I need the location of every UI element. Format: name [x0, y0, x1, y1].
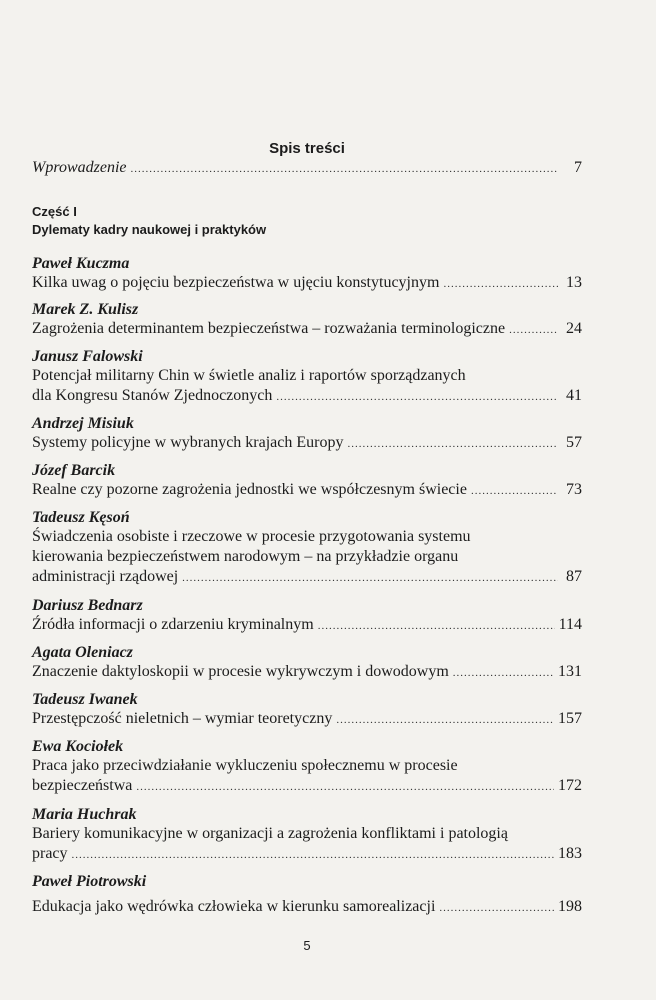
dot-leader	[136, 777, 554, 797]
entry-title: administracji rządowej	[32, 568, 179, 585]
dot-leader	[439, 898, 554, 918]
entry-author: Andrzej Misiuk	[32, 415, 134, 432]
entry-author: Ewa Kociołek	[32, 738, 124, 755]
dot-leader	[347, 434, 558, 454]
toc-entry-line[interactable]	[32, 567, 582, 588]
entry-page: 114	[558, 616, 582, 633]
page-number: 5	[303, 938, 311, 953]
dot-leader	[509, 320, 558, 340]
toc-title: Spis treści	[269, 140, 345, 157]
entry-title: Wprowadzenie	[32, 159, 127, 176]
entry-title: Systemy policyjne w wybranych krajach Europy	[32, 434, 344, 451]
dot-leader	[318, 616, 555, 636]
entry-title: Znaczenie daktyloskopii w procesie wykrywczym i dowodowym	[32, 663, 449, 680]
toc-entry-line[interactable]	[32, 480, 582, 501]
dot-leader	[276, 387, 558, 407]
entry-page: 24	[566, 320, 582, 337]
entry-page: 198	[558, 898, 582, 915]
entry-page: 13	[566, 274, 582, 291]
entry-title-line: Bariery komunikacyjne w organizacji a zagrożenia konfliktami i patologią	[32, 825, 508, 842]
toc-entry-line[interactable]	[32, 386, 582, 407]
entry-title: pracy	[32, 845, 68, 862]
entry-page: 157	[558, 710, 582, 727]
toc-entry-line[interactable]	[32, 273, 582, 294]
entry-title: Realne czy pozorne zagrożenia jednostki we współczesnym świecie	[32, 481, 467, 498]
entry-title-line: Potencjał militarny Chin w świetle analiz i raportów sporządzanych	[32, 367, 466, 384]
entry-title: bezpieczeństwa	[32, 777, 133, 794]
entry-author: Marek Z. Kulisz	[32, 301, 139, 318]
entry-page: 41	[566, 387, 582, 404]
entry-title: Kilka uwag o pojęciu bezpieczeństwa w ujęciu konstytucyjnym	[32, 274, 440, 291]
dot-leader	[72, 845, 554, 865]
toc-entry-line[interactable]	[32, 433, 582, 454]
dot-leader	[443, 274, 558, 294]
entry-page: 131	[558, 663, 582, 680]
entry-author: Janusz Falowski	[32, 348, 143, 365]
entry-title: Edukacja jako wędrówka człowieka w kierunku samorealizacji	[32, 898, 436, 915]
entry-title: Przestępczość nieletnich – wymiar teoretyczny	[32, 710, 333, 727]
entry-author: Agata Oleniacz	[32, 644, 133, 661]
entry-author: Tadeusz Kęsoń	[32, 509, 130, 526]
dot-leader	[182, 568, 558, 588]
entry-title: Źródła informacji o zdarzeniu kryminalnym	[32, 616, 314, 633]
dot-leader	[471, 481, 558, 501]
entry-author: Maria Huchrak	[32, 806, 137, 823]
entry-author: Paweł Kuczma	[32, 255, 130, 272]
toc-entry-line[interactable]	[32, 615, 582, 636]
toc-entry-line[interactable]	[32, 319, 582, 340]
entry-author: Dariusz Bednarz	[32, 597, 143, 614]
entry-title: dla Kongresu Stanów Zjednoczonych	[32, 387, 273, 404]
toc-entry-line[interactable]	[32, 897, 582, 918]
entry-page: 183	[558, 845, 582, 862]
entry-title-line: Praca jako przeciwdziałanie wykluczeniu społecznemu w procesie	[32, 757, 458, 774]
dot-leader	[336, 710, 554, 730]
entry-page: 57	[566, 434, 582, 451]
entry-title-line: kierowania bezpieczeństwem narodowym – na przykładzie organu	[32, 548, 459, 565]
toc-entry-line[interactable]	[32, 662, 582, 683]
toc-entry-intro[interactable]	[32, 158, 582, 179]
entry-page: 73	[566, 481, 582, 498]
dot-leader	[453, 663, 554, 683]
entry-author: Józef Barcik	[32, 462, 116, 479]
toc-page	[32, 0, 582, 1000]
part-label: Część I	[32, 204, 77, 219]
entry-author: Tadeusz Iwanek	[32, 691, 138, 708]
part-title: Dylematy kadry naukowej i praktyków	[32, 222, 267, 237]
toc-entry-line[interactable]	[32, 709, 582, 730]
entry-author: Paweł Piotrowski	[32, 873, 147, 890]
entry-title-line: Świadczenia osobiste i rzeczowe w procesie przygotowania systemu	[32, 528, 471, 545]
toc-entry-line[interactable]	[32, 844, 582, 865]
dot-leader	[131, 159, 558, 179]
entry-page: 7	[574, 159, 582, 176]
toc-entry-line[interactable]	[32, 776, 582, 797]
entry-page: 87	[566, 568, 582, 585]
entry-page: 172	[558, 777, 582, 794]
entry-title: Zagrożenia determinantem bezpieczeństwa – rozważania terminologiczne	[32, 320, 506, 337]
